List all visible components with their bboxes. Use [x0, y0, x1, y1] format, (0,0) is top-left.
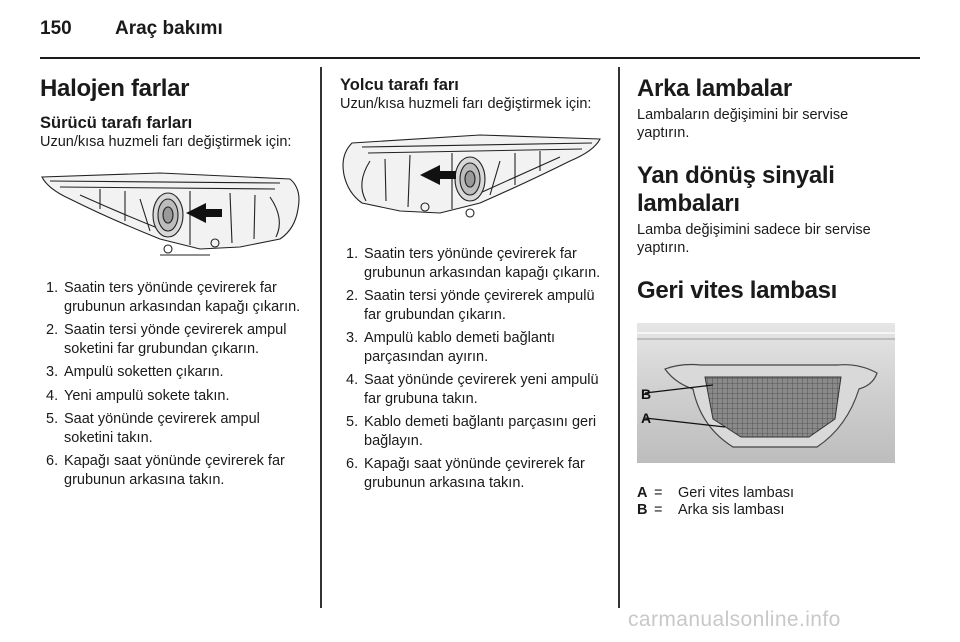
intro-text: Uzun/kısa huzmeli farı değiştirmek için: [40, 134, 292, 150]
list-item: 2. Saatin tersi yönde çevirerek ampul soketini far grubundan çıkarın. [46, 322, 287, 357]
page-number: 150 [40, 18, 72, 39]
list-item: 5. Saat yönünde çevirerek ampul soketini takın. [46, 411, 260, 446]
section-title-rear-lamps: Arka lambalar [637, 75, 792, 102]
list-item: 6. Kapağı saat yönünde çevirerek far grubunun arkasına takın. [46, 453, 285, 488]
list-item: 1. Saatin ters yönünde çevirerek far grubunun arkasından kapağı çıkarın. [46, 280, 301, 315]
figure-legend [637, 485, 899, 519]
column-passenger-headlamp [340, 75, 602, 497]
column-rear-lamps [637, 75, 899, 519]
rear-lamps-text: Lambaların değişimini bir servise yaptırın. [637, 107, 849, 141]
list-item: 2. Saatin tersi yönde çevirerek ampulü far grubundan çıkarın. [346, 288, 595, 323]
column-driver-headlamp [40, 75, 302, 494]
column-divider-2 [618, 67, 620, 608]
reverse-lamp-illustration [637, 323, 895, 463]
list-item: 4. Saat yönünde çevirerek yeni ampulü far grubuna takın. [346, 372, 599, 407]
driver-steps-list [40, 279, 302, 489]
passenger-steps-list [340, 245, 602, 492]
list-item: 3. Ampulü kablo demeti bağlantı parçasından ayırın. [346, 330, 556, 365]
turn-signal-text: Lamba değişimini sadece bir servise yaptırın. [637, 222, 871, 256]
section-title-halogen: Halojen farlar [40, 75, 190, 102]
section-title-reverse-lamp: Geri vites lambası [637, 277, 838, 304]
list-item: 1. Saatin ters yönünde çevirerek far grubunun arkasından kapağı çıkarın. [346, 246, 601, 281]
watermark: carmanualsonline.info [628, 608, 841, 631]
subsection-title-passenger: Yolcu tarafı farı [340, 76, 459, 94]
legend-row-b: B = Arka sis lambası [637, 502, 785, 518]
list-item: 6. Kapağı saat yönünde çevirerek far grubunun arkasına takın. [346, 456, 585, 491]
list-item: 4. Yeni ampulü sokete takın. [46, 387, 230, 404]
driver-headlamp-illustration [40, 169, 302, 269]
intro-text: Uzun/kısa huzmeli farı değiştirmek için: [340, 96, 592, 112]
chapter-title: Araç bakımı [115, 18, 223, 39]
column-divider-1 [320, 67, 322, 608]
list-item: 5. Kablo demeti bağlantı parçasını geri bağlayın. [346, 414, 597, 449]
figure-label-b: B [641, 386, 652, 402]
passenger-headlamp-illustration [340, 131, 602, 231]
section-title-turn-signal: Yan dönüş sinyali lambaları [637, 162, 835, 217]
subsection-title-driver: Sürücü tarafı farları [40, 114, 193, 132]
header-rule [40, 57, 920, 59]
list-item: 3. Ampulü soketten çıkarın. [46, 364, 224, 380]
figure-label-a: A [641, 410, 652, 426]
legend-row-a: A = Geri vites lambası [637, 485, 795, 501]
